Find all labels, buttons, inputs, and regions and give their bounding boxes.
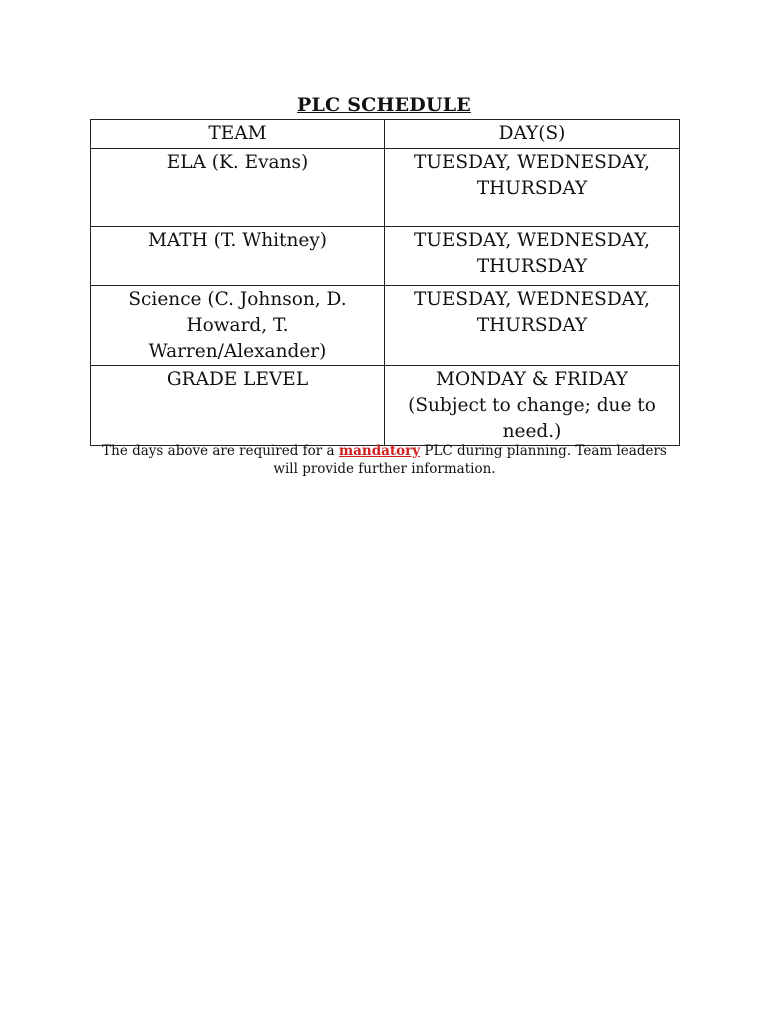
- footnote-text-before: The days above are required for a: [102, 443, 339, 459]
- team-text: GRADE LEVEL: [166, 369, 309, 390]
- page-title: PLC SCHEDULE: [297, 94, 471, 116]
- table-header-row: [91, 120, 680, 149]
- days-text: TUESDAY, WEDNESDAY,: [413, 152, 650, 173]
- days-text: THURSDAY: [476, 315, 588, 336]
- team-cell: [91, 227, 385, 286]
- days-text: THURSDAY: [476, 178, 588, 199]
- days-text: TUESDAY, WEDNESDAY,: [413, 230, 650, 251]
- header-days: DAY(S): [385, 120, 680, 149]
- days-cell: [385, 286, 680, 366]
- days-text: need.): [502, 421, 562, 442]
- team-text: Warren/Alexander): [148, 341, 327, 362]
- days-text: TUESDAY, WEDNESDAY,: [413, 289, 650, 310]
- team-cell: [91, 286, 385, 366]
- team-text: Science (C. Johnson, D.: [128, 289, 347, 310]
- footnote-text-after: PLC during planning. Team leaders: [420, 443, 667, 459]
- days-cell: [385, 149, 680, 227]
- days-text: THURSDAY: [476, 256, 588, 277]
- footnote: [90, 442, 679, 478]
- days-text: (Subject to change; due to: [408, 395, 656, 416]
- table-row: [91, 366, 680, 446]
- team-text: Howard, T.: [186, 315, 289, 336]
- team-cell: [91, 366, 385, 446]
- schedule-table: [90, 119, 680, 446]
- table-row: [91, 286, 680, 366]
- days-cell: [385, 227, 680, 286]
- table-row: [91, 227, 680, 286]
- footnote-text-line2: will provide further information.: [273, 461, 496, 477]
- team-cell: [91, 149, 385, 227]
- header-team: TEAM: [91, 120, 385, 149]
- days-text: MONDAY & FRIDAY: [436, 369, 628, 390]
- team-text: ELA (K. Evans): [166, 152, 309, 173]
- mandatory-emphasis: mandatory: [338, 443, 421, 459]
- table-row: [91, 149, 680, 227]
- days-cell: [385, 366, 680, 446]
- team-text: MATH (T. Whitney): [147, 230, 328, 251]
